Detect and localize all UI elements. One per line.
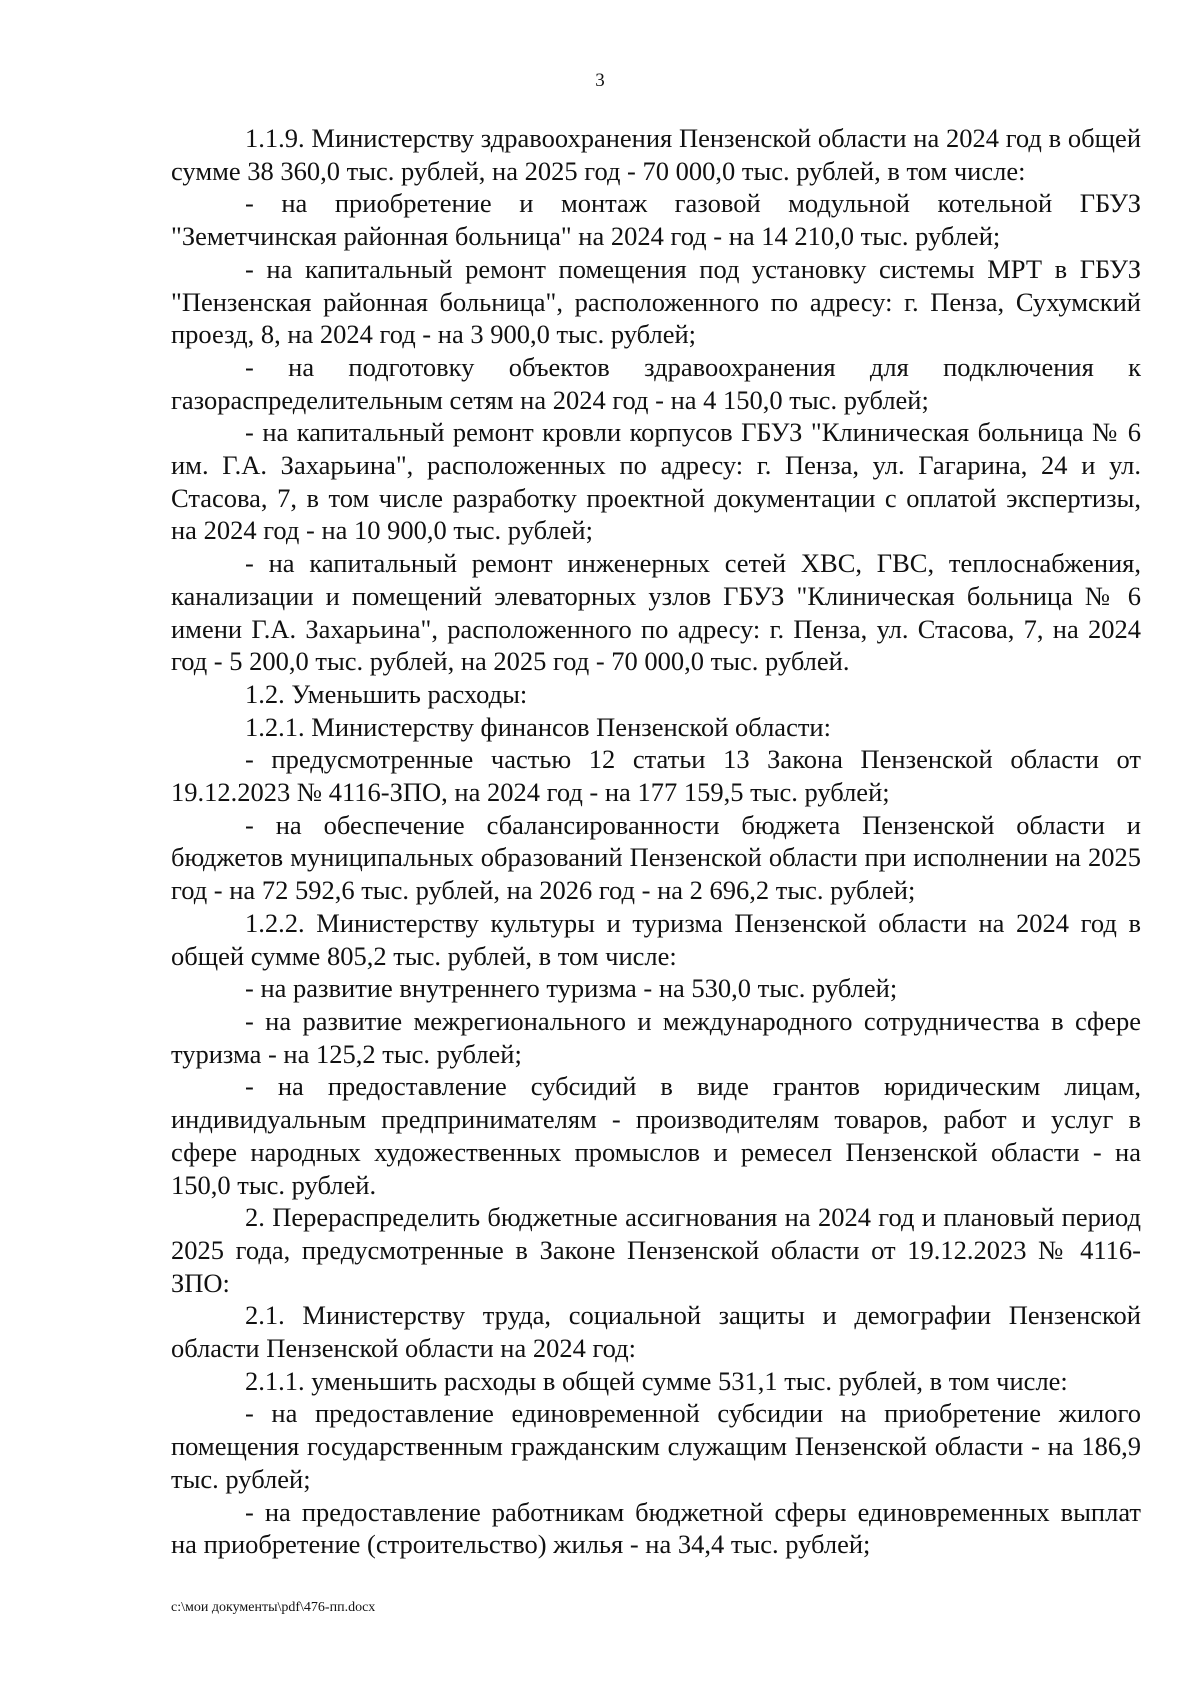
footer-file-path: c:\мои документы\pdf\476-пп.docx [171, 1600, 376, 1615]
paragraph-item: - на приобретение и монтаж газовой модульной котельной ГБУЗ "Земетчинская районная больница" на 2024 год - на 14 210,0 тыс. рублей; [171, 188, 1141, 252]
paragraph-item: - на предоставление субсидий в виде грантов юридическим лицам, индивидуальным предпринимателям - производителям товаров, работ и услуг в сфере народных художественных промыслов и ремесел Пензенской области - на 150,0 тыс. рублей. [171, 1071, 1141, 1200]
paragraph-item: - на подготовку объектов здравоохранения для подключения к газораспределительным сетям на 2024 год - на 4 150,0 тыс. рублей; [171, 351, 1141, 415]
paragraph-item: - на капитальный ремонт помещения под установку системы МРТ в ГБУЗ "Пензенская районная больница", расположенного по адресу: г. Пенза, Сухумский проезд, 8, на 2024 год - на 3 900,0 тыс. рублей; [171, 253, 1141, 350]
paragraph-2-1: 2.1. Министерству труда, социальной защиты и демографии Пензенской области Пензенской области на 2024 год: [171, 1300, 1141, 1364]
paragraph-1-2: 1.2. Уменьшить расходы: [245, 678, 528, 709]
paragraph-1-1-9: 1.1.9. Министерству здравоохранения Пензенской области на 2024 год в общей сумме 38 360,0 тыс. рублей, на 2025 год - 70 000,0 тыс. рублей, в том числе: [171, 123, 1141, 186]
page-number: 3 [595, 70, 605, 91]
paragraph-item: - на предоставление единовременной субсидии на приобретение жилого помещения государственным гражданским служащим Пензенской области - на 186,9 тыс. рублей; [171, 1398, 1141, 1494]
paragraph-item: - на развитие межрегионального и международного сотрудничества в сфере туризма - на 125,2 тыс. рублей; [171, 1005, 1141, 1069]
paragraph-2-1-1: 2.1.1. уменьшить расходы в общей сумме 531,1 тыс. рублей, в том числе: [245, 1365, 1068, 1396]
paragraph-item: - на развитие внутреннего туризма - на 530,0 тыс. рублей; [245, 973, 898, 1004]
paragraph-item: - на капитальный ремонт кровли корпусов ГБУЗ "Клиническая больница № 6 им. Г.А. Захарьина", расположенных по адресу: г. Пенза, ул. Гагарина, 24 и ул. Стасова, 7, в том числе разработку проектной документации с оплатой экспертизы, на 2024 год - на 10 900,0 тыс. рублей; [171, 417, 1141, 546]
paragraph-1-2-1: 1.2.1. Министерству финансов Пензенской области: [245, 711, 831, 742]
document-body [171, 122, 1141, 1561]
paragraph-2: 2. Перераспределить бюджетные ассигнования на 2024 год и плановый период 2025 года, предусмотренные в Законе Пензенской области от 19.12.2023 № 4116-ЗПО: [171, 1202, 1141, 1298]
paragraph-item: - предусмотренные частью 12 статьи 13 Закона Пензенской области от 19.12.2023 № 4116-ЗПО, на 2024 год - на 177 159,5 тыс. рублей; [171, 744, 1141, 808]
paragraph-1-2-2: 1.2.2. Министерству культуры и туризма Пензенской области на 2024 год в общей сумме 805,2 тыс. рублей, в том числе: [171, 907, 1141, 971]
paragraph-item: - на предоставление работникам бюджетной сферы единовременных выплат на приобретение (строительство) жилья - на 34,4 тыс. рублей; [171, 1496, 1141, 1560]
paragraph-item: - на обеспечение сбалансированности бюджета Пензенской области и бюджетов муниципальных образований Пензенской области при исполнении на 2025 год - на 72 592,6 тыс. рублей, на 2026 год - на 2 696,2 тыс. рублей; [171, 809, 1141, 906]
paragraph-item: - на капитальный ремонт инженерных сетей ХВС, ГВС, теплоснабжения, канализации и помещений элеваторных узлов ГБУЗ "Клиническая больница № 6 имени Г.А. Захарьина", расположенного по адресу: г. Пенза, ул. Стасова, 7, на 2024 год - 5 200,0 тыс. рублей, на 2025 год - 70 000,0 тыс. рублей. [171, 548, 1141, 677]
